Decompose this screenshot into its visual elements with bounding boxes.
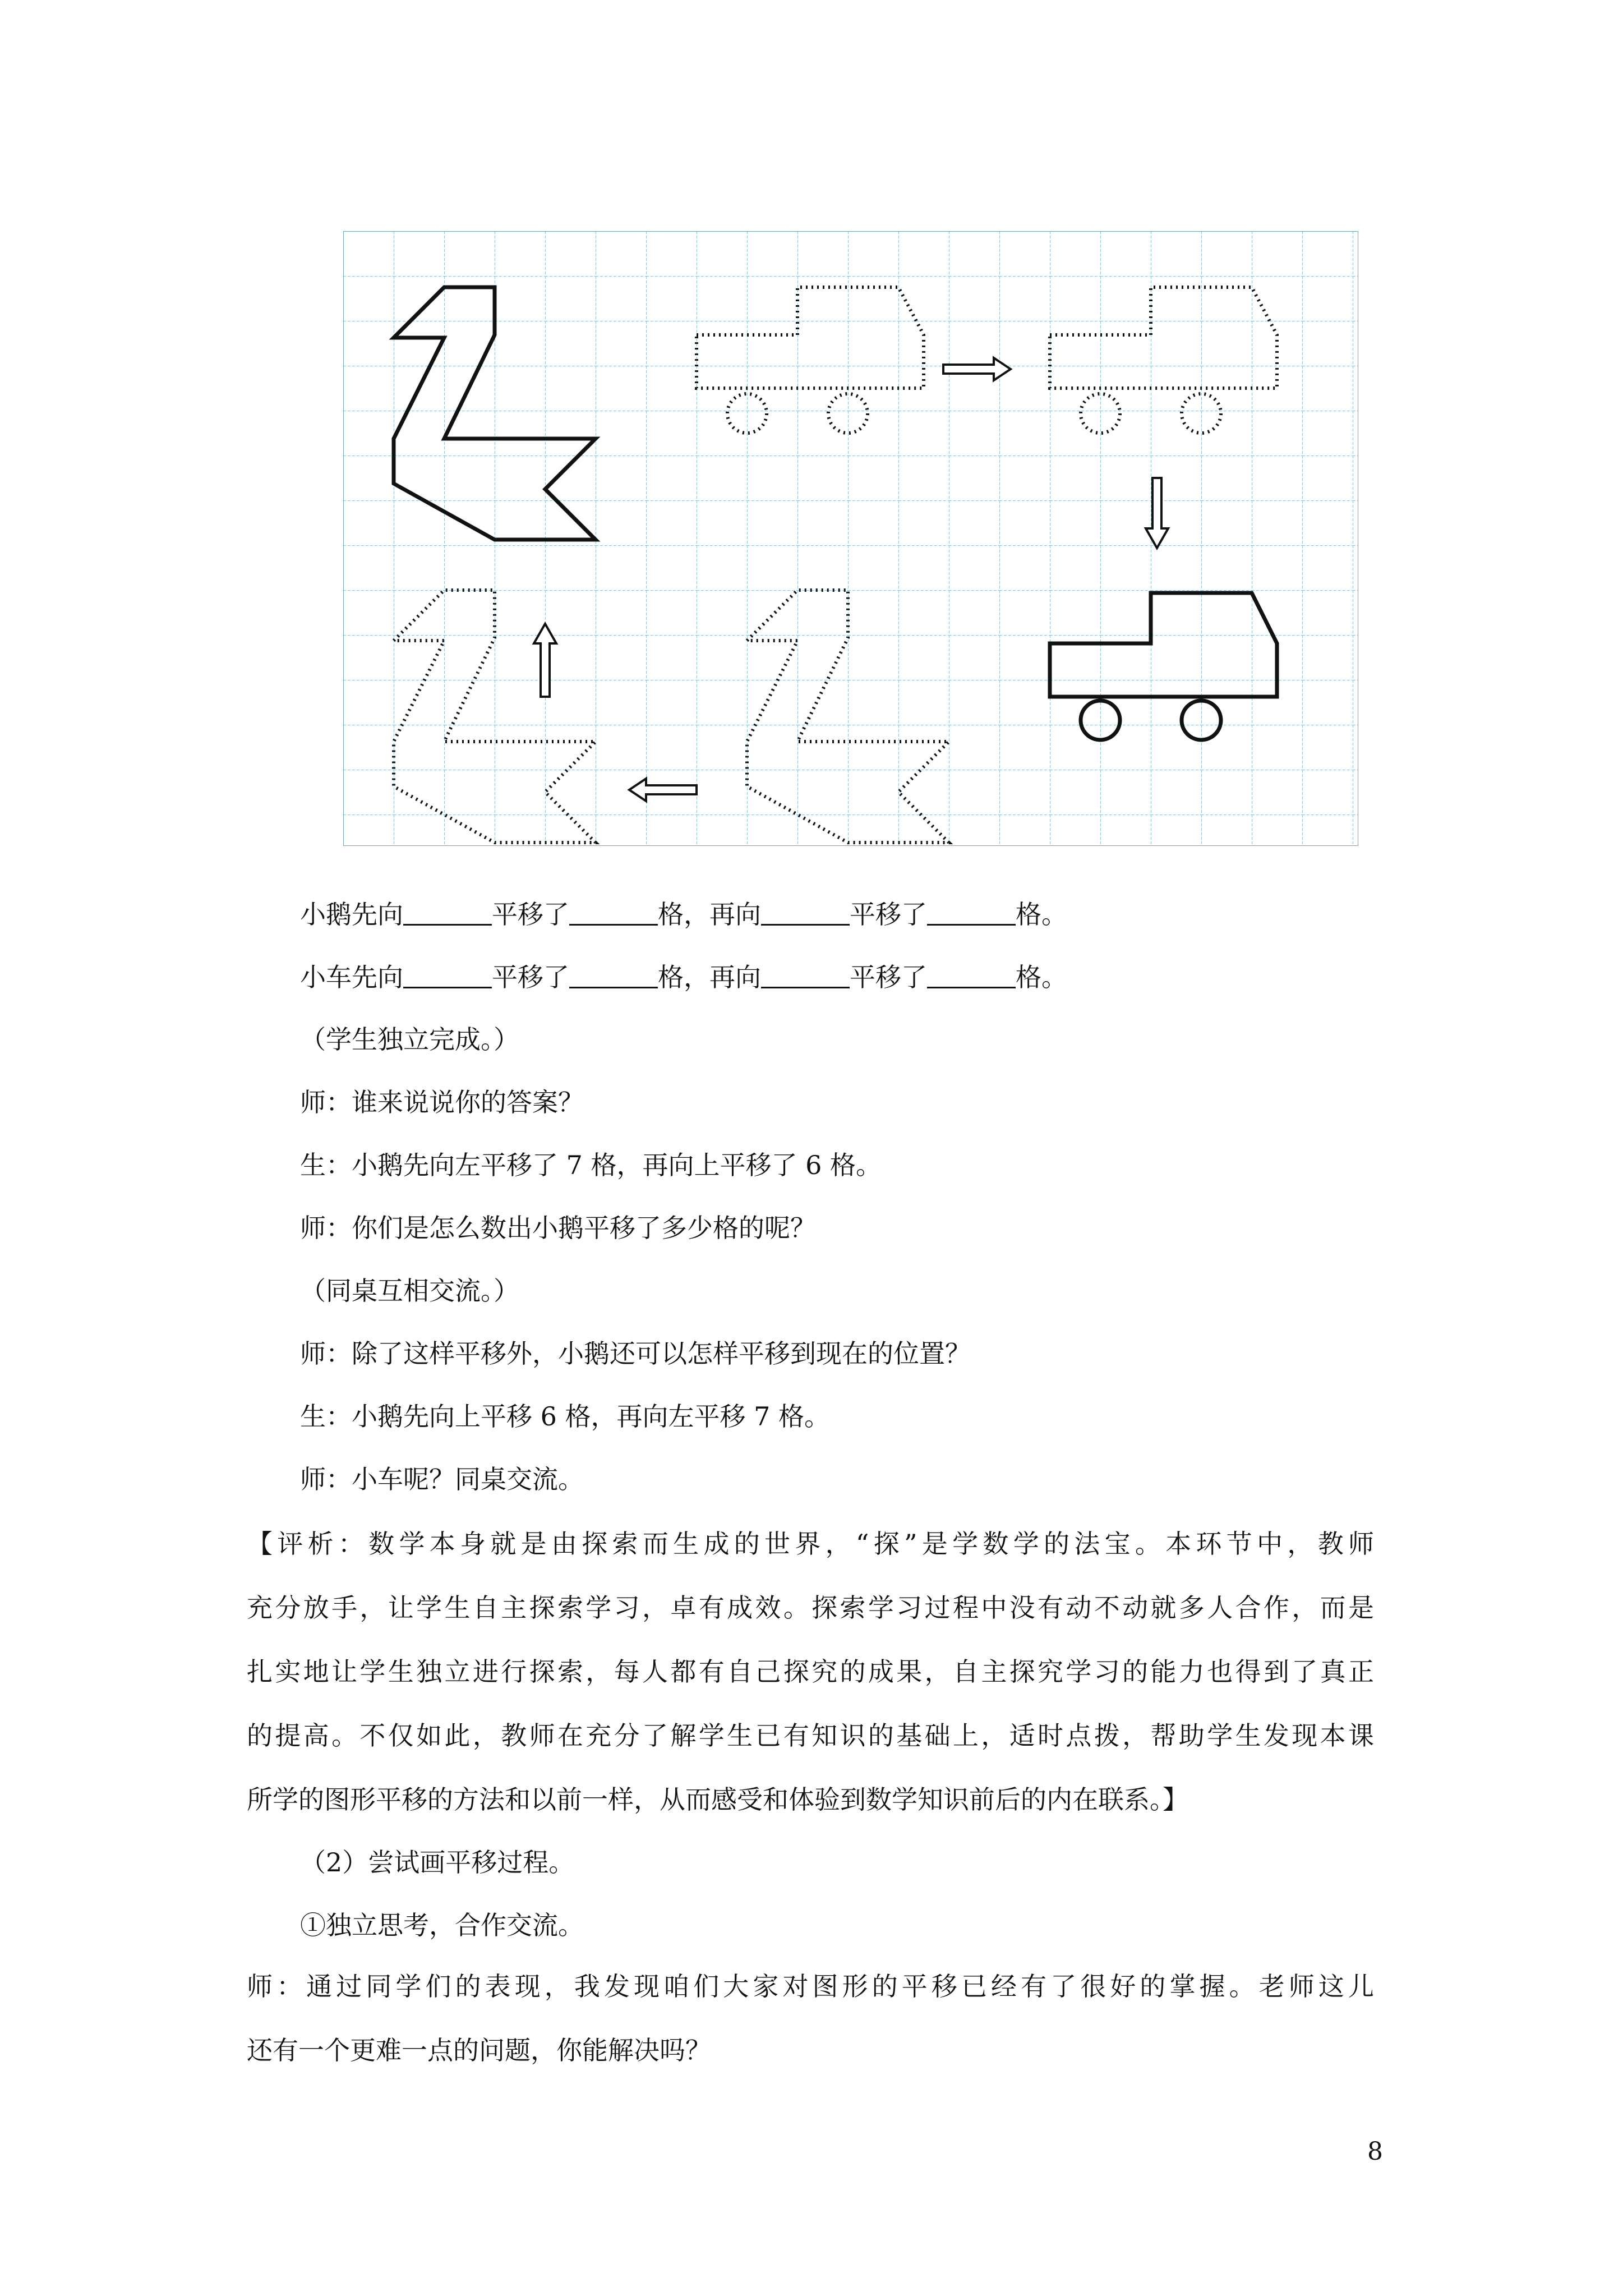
- goose-q-part2: 平移了: [492, 899, 569, 930]
- commentary-line: 【评析：数学本身就是由探索而生成的世界，“探”是学数学的法宝。本环节中，教师: [247, 1529, 1374, 1559]
- commentary-line: 的提高。不仅如此，教师在充分了解学生已有知识的基础上，适时点拨，帮助学生发现本课: [247, 1720, 1374, 1751]
- goose-blank-count-2[interactable]: [927, 901, 1016, 926]
- commentary-line: 充分放手，让学生自主探索学习，卓有成效。探索学习过程中没有动不动就多人合作，而是: [247, 1593, 1374, 1623]
- car-blank-direction-1[interactable]: [403, 964, 492, 988]
- goose-q-part1: 小鹅先向: [300, 899, 403, 930]
- goose-blank-direction-2[interactable]: [761, 901, 850, 926]
- dialogue-line: 师：除了这样平移外，小鹅还可以怎样平移到现在的位置？: [300, 1338, 971, 1369]
- goose-q-part5: 格。: [1016, 899, 1067, 930]
- dialogue-line: 师：你们是怎么数出小鹅平移了多少格的呢？: [300, 1213, 816, 1243]
- car-q-part5: 格。: [1016, 962, 1067, 992]
- car-q-part2: 平移了: [492, 962, 569, 992]
- commentary-line: 所学的图形平移的方法和以前一样，从而感受和体验到数学知识前后的内在联系。】: [247, 1784, 1188, 1815]
- dialogue-line: 生：小鹅先向左平移了 7 格，再向上平移了 6 格。: [300, 1150, 882, 1180]
- teacher-line: 还有一个更难一点的问题，你能解决吗？: [247, 2035, 711, 2065]
- translation-grid-figure: [343, 231, 1358, 846]
- dialogue-line: 生：小鹅先向上平移 6 格，再向左平移 7 格。: [300, 1401, 831, 1432]
- goose-q-part3: 格，再向: [658, 899, 761, 930]
- section-heading: （2）尝试画平移过程。: [300, 1847, 575, 1878]
- page-number: 8: [1367, 2137, 1383, 2166]
- goose-blank-direction-1[interactable]: [403, 901, 492, 926]
- dialogue-line: （同桌互相交流。）: [300, 1276, 519, 1306]
- step-heading: ①独立思考，合作交流。: [300, 1910, 584, 1940]
- dialogue-line: 师：小车呢？同桌交流。: [300, 1464, 584, 1494]
- teacher-line: 师：通过同学们的表现，我发现咱们大家对图形的平移已经有了很好的掌握。老师这儿: [247, 1971, 1374, 2001]
- car-q-part1: 小车先向: [300, 962, 403, 992]
- dialogue-line: （学生独立完成。）: [300, 1024, 519, 1055]
- car-blank-count-1[interactable]: [569, 964, 658, 988]
- car-q-part4: 平移了: [850, 962, 927, 992]
- goose-q-part4: 平移了: [850, 899, 927, 930]
- goose-blank-count-1[interactable]: [569, 901, 658, 926]
- car-question: [300, 960, 1067, 994]
- dialogue-line: 师：谁来说说你的答案？: [300, 1087, 584, 1117]
- car-blank-count-2[interactable]: [927, 964, 1016, 988]
- goose-question: [300, 898, 1067, 931]
- car-blank-direction-2[interactable]: [761, 964, 850, 988]
- car-q-part3: 格，再向: [658, 962, 761, 992]
- commentary-line: 扎实地让学生独立进行探索，每人都有自己探究的成果，自主探究学习的能力也得到了真正: [247, 1657, 1374, 1687]
